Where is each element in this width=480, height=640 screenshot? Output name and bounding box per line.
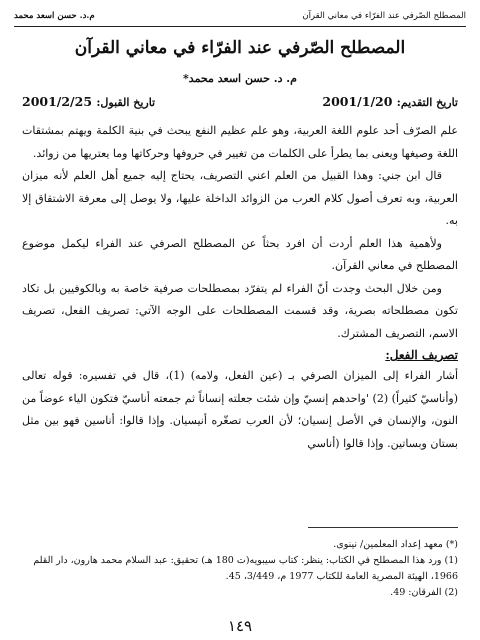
section-heading: تصريف الفعل: [385,348,458,362]
paragraph-method: ومن خلال البحث وجدت أنّ الفراء لم يتفرّد بمصطلحات صرفية خاصة به وبالكوفيين بل تكاد تكون مصطلحاته بصرية، وقد قسمت المصطلحات على الوجه الآتي: تصريف الفعل، تصريف الاسم، التصريف المشترك. [22,281,458,340]
footnote-affiliation: (*) معهد إعداد المعلمين/ نينوى. [333,539,458,550]
footnote-divider [308,527,458,528]
dates-row [22,94,458,109]
paragraph-intro: علم الصرّف أحد علوم اللغة العربية، وهو علم عظيم النفع يبحث في بنية الكلمة ويهتم بمشتقات اللغة وصيغها ويعنى بما يطرأ على الكلمات من تغيير في حروفها وحركاتها وما يعتريها من زوائد. [22,124,458,160]
footnote-2: (2) الفرقان: 49. [390,587,458,598]
author-name: م. د. حسن اسعد محمد* [183,72,297,85]
paragraph-ibn-jinni: قال ابن جني: وهذا القبيل من العلم اعني التصريف، يحتاج إليه جميع أهل العلم لأنه ميزان العربية، وبه تعرف أصول كلام العرب من الزوائد الداخلة عليها، ولا يوصل إلى معرفة الاشتقاق إلا به. [22,169,458,227]
page-number: ١٤٩ [227,617,253,635]
submission-label: تاريخ التقديم: [396,96,458,109]
paragraph-importance: ولأهمية هذا العلم أردت أن افرد بحثاً عن المصطلح الصرفي عند الفراء ليكمل موضوع المصطلح في معاني القرآن. [22,236,458,272]
acceptance-label: تاريخ القبول: [96,96,156,109]
running-title: المصطلح الصّرفي عند الفرّاء في معاني القرآن [302,11,466,21]
submission-date: 2001/1/20 [322,94,393,109]
running-author: م.د. حسن اسعد محمد [14,11,95,21]
acceptance-date: 2001/2/25 [22,94,93,109]
footnotes [22,537,458,601]
running-header [14,8,466,27]
submission-date-block [322,94,458,109]
paragraph-verb-morphology: أشار الفراء إلى الميزان الصرفي بـ (عين الفعل، ولامه) (1)، قال في تفسيره: قوله تعالى (وأناسيّ كثيراً) (2) 'واحدهم إنسيّ وإن شئت جعلته إنساناً ثم جمعته أناسيّ فتكون الياء عوضاً من النون، والإنسان في الأصل إنسيان؛ لأن العرب تصغّره أنيسيان. وإذا قالوا: أناسين فهو بين مثل بستان وبساتين. وإذا قالوا (أناسي [22,369,458,450]
article-body [22,120,458,455]
footnote-1: (1) ورد هذا المصطلح في الكتاب: ينظر: كتاب سيبويه(ت 180 هـ) تحقيق: عبد السلام محمد هارون، دار القلم 1966، الهيئة المصرية العامة للكتاب 1977 م، 3/449، 45. [33,555,458,582]
article-title: المصطلح الصّرفي عند الفرّاء في معاني القرآن [74,38,406,58]
acceptance-date-block [22,94,155,109]
